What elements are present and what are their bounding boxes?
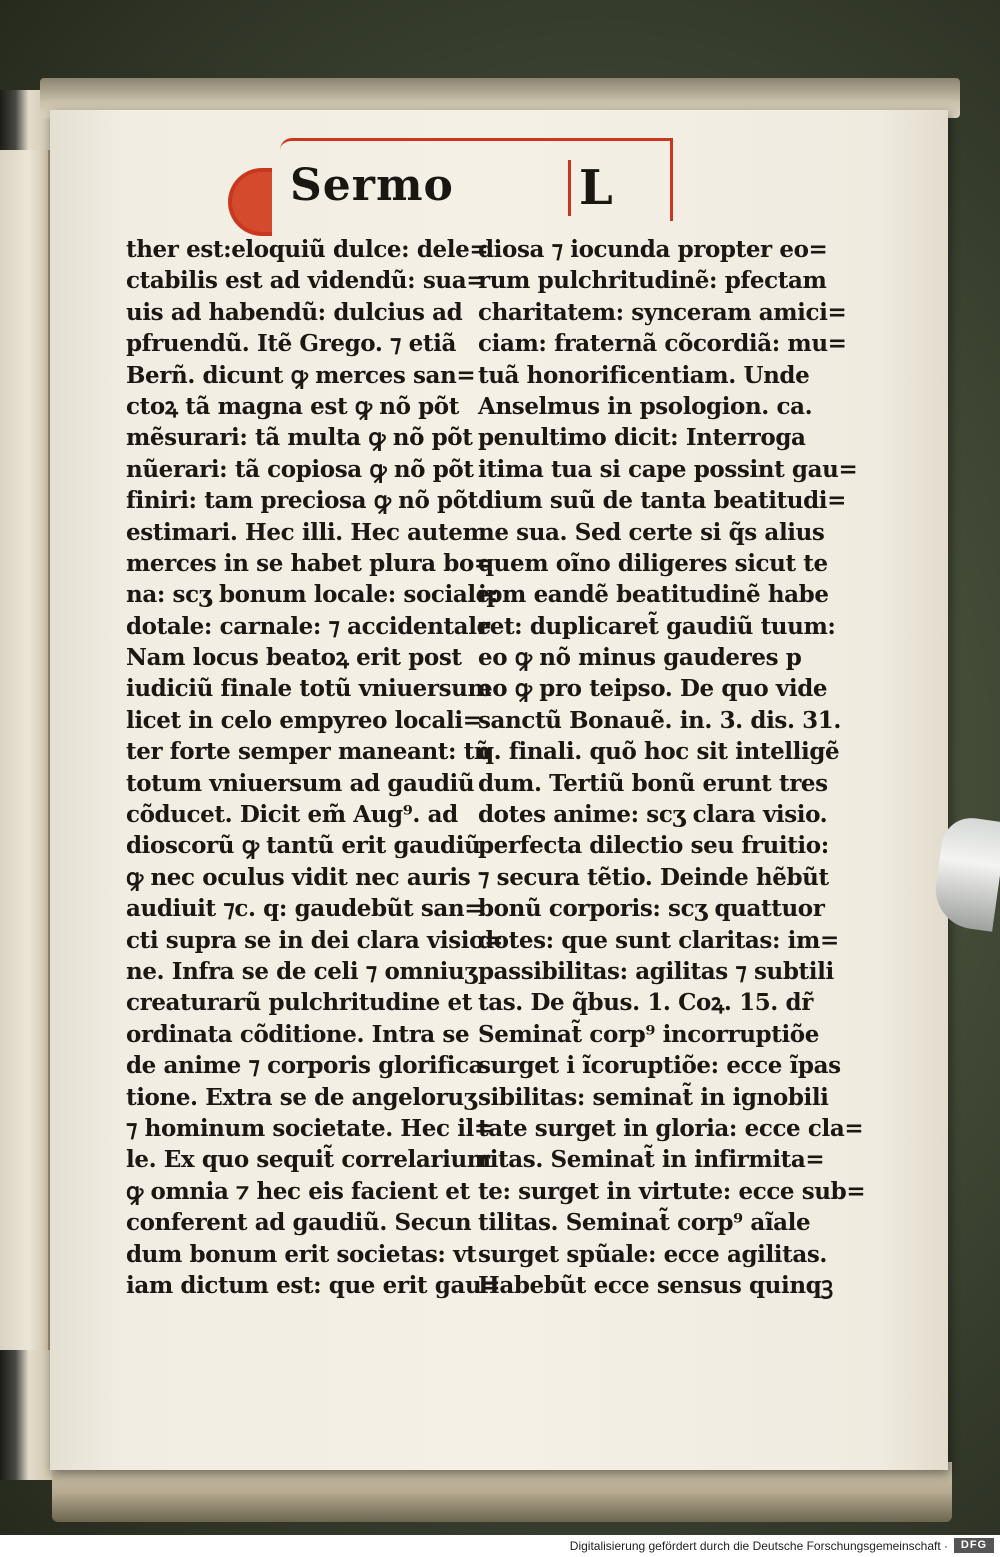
text-column-left <box>126 234 503 1301</box>
text-line: eo ꝙ pro teipso. De quo vide <box>478 675 828 703</box>
text-line: surget spũale: ecce agilitas. <box>478 1240 828 1268</box>
text-line: tuã honorificentiam. Unde <box>478 361 810 389</box>
text-line: de anime ⁊ corporis glorifica <box>126 1052 484 1080</box>
text-line: totum vniuersum ad gaudiũ <box>126 769 475 797</box>
text-line: licet in celo empyreo locali= <box>126 706 482 734</box>
text-line: iam dictum est: que erit gau= <box>126 1271 501 1299</box>
running-title: Sermo <box>290 160 454 211</box>
text-line: ipm eandẽ beatitudinẽ habe <box>478 581 829 609</box>
text-line: ritas. Seminat̃ in infirmita= <box>478 1146 825 1174</box>
text-line: na: scʒ bonum locale: sociale: <box>126 581 499 609</box>
text-line: charitatem: synceram amici= <box>478 298 847 326</box>
text-line: ret: duplicaret̃ gaudiũ tuum: <box>478 612 836 640</box>
text-line: uis ad habendũ: dulcius ad <box>126 298 463 326</box>
text-line: audiuit ⁊c. q: gaudebũt san= <box>126 895 484 923</box>
text-line: dotes anime: scʒ clara visio. <box>478 801 828 829</box>
text-line: dum bonum erit societas: vt <box>126 1240 477 1268</box>
text-line: tione. Extra se de angeloruʒ <box>126 1083 477 1111</box>
facing-page-edge <box>0 150 50 1350</box>
footer-bar <box>0 1535 1000 1557</box>
text-line: dotes: que sunt claritas: im= <box>478 926 839 954</box>
text-line: sibilitas: seminat̃ in ignobili <box>478 1083 829 1111</box>
text-line: itima tua si cape possint gau= <box>478 455 858 483</box>
text-line: Seminat̃ corp⁹ incorruptiõe <box>478 1020 819 1048</box>
text-line: tas. De q̃bus. 1. Coꝝ. 15. dr̃ <box>478 989 813 1017</box>
folio-number: L <box>568 160 613 216</box>
text-line: ctabilis est ad videndũ: sua= <box>126 267 486 295</box>
text-line: rum pulchritudinẽ: pfectam <box>478 267 827 295</box>
text-line: ꝙ nec oculus vidit nec auris <box>126 863 471 891</box>
text-line: nũerari: tã copiosa ꝙ nõ põt <box>126 455 474 483</box>
text-line: ꝙ omnia ⁊ hec eis facient et <box>126 1177 470 1205</box>
text-line: Habebũt ecce sensus quinqꝫ <box>478 1271 833 1299</box>
text-line: ther est:eloquiũ dulce: dele= <box>126 236 489 263</box>
text-line: iudiciũ finale totũ vniuersum <box>126 675 492 703</box>
text-line: passibilitas: agilitas ⁊ subtili <box>478 957 834 985</box>
text-line: dotale: carnale: ⁊ accidentale <box>126 612 491 640</box>
text-line: dioscorũ ꝙ tantũ erit gaudiũ <box>126 832 481 860</box>
text-line: conferent ad gaudiũ. Secun <box>126 1209 472 1237</box>
text-line: mẽsurari: tã multa ꝙ nõ põt <box>126 424 473 452</box>
text-line: Berñ. dicunt ꝙ merces san= <box>126 361 476 389</box>
text-line: finiri: tam preciosa ꝙ nõ põt <box>126 487 478 515</box>
text-line: tate surget in gloria: ecce cla= <box>478 1114 864 1142</box>
text-line: cõducet. Dicit em̃ Aug⁹. ad <box>126 801 458 829</box>
text-line: ne sua. Sed certe si q̃s alius <box>478 518 825 546</box>
text-line: Anselmus in psologion. ca. <box>478 392 813 420</box>
text-line: eo ꝙ nõ minus gauderes p <box>478 644 802 672</box>
text-line: Nam locus beatoꝝ erit post <box>126 644 462 672</box>
text-line: estimari. Hec illi. Hec autem <box>126 518 487 546</box>
text-line: diosa ⁊ iocunda propter eo= <box>478 236 828 263</box>
text-line: tilitas. Seminat̃ corp⁹ aĩale <box>478 1209 811 1237</box>
text-line: ordinata cõditione. Intra se <box>126 1020 470 1048</box>
text-line: cti supra se in dei clara visio= <box>126 926 503 954</box>
text-line: ne. Infra se de celi ⁊ omniuʒ <box>126 957 477 985</box>
text-column-right <box>478 234 866 1301</box>
text-line: penultimo dicit: Interroga <box>478 424 806 452</box>
text-line: ter forte semper maneant: tñ <box>126 738 491 766</box>
text-line: merces in se habet plura bo= <box>126 549 493 577</box>
text-line: dum. Tertiũ bonũ erunt tres <box>478 769 828 797</box>
text-line: q. finali. quõ hoc sit intelligẽ <box>478 738 840 766</box>
text-line: sanctũ Bonauẽ. in. 3. dis. 31. <box>478 706 841 734</box>
text-line: te: surget in virtute: ecce sub= <box>478 1177 866 1205</box>
funding-credit: Digitalisierung gefördert durch die Deutsche Forschungsgemeinschaft · <box>569 1539 948 1553</box>
text-line: dium suũ de tanta beatitudi= <box>478 487 847 515</box>
text-line: bonũ corporis: scʒ quattuor <box>478 895 825 923</box>
text-line: ctoꝝ tã magna est ꝙ nõ põt <box>126 392 459 420</box>
text-line: ciam: fraternã cõcordiã: mu= <box>478 330 847 358</box>
text-line: le. Ex quo sequit̃ correlarium <box>126 1146 491 1174</box>
text-line: ⁊ secura tẽtio. Deinde hẽbũt <box>478 863 829 891</box>
text-line: creaturarũ pulchritudine et <box>126 989 472 1017</box>
text-line: perfecta dilectio seu fruitio: <box>478 832 829 860</box>
text-line: surget i ĩcoruptiõe: ecce ĩpas <box>478 1052 841 1080</box>
page-stack-bottom-edge <box>52 1462 952 1522</box>
text-line: ⁊ hominum societate. Hec il= <box>126 1114 493 1142</box>
text-line: quem oĩno diligeres sicut te <box>478 549 828 577</box>
text-line: pfruendũ. Itẽ Grego. ⁊ etiã <box>126 330 456 358</box>
dfg-logo: DFG <box>954 1538 994 1553</box>
